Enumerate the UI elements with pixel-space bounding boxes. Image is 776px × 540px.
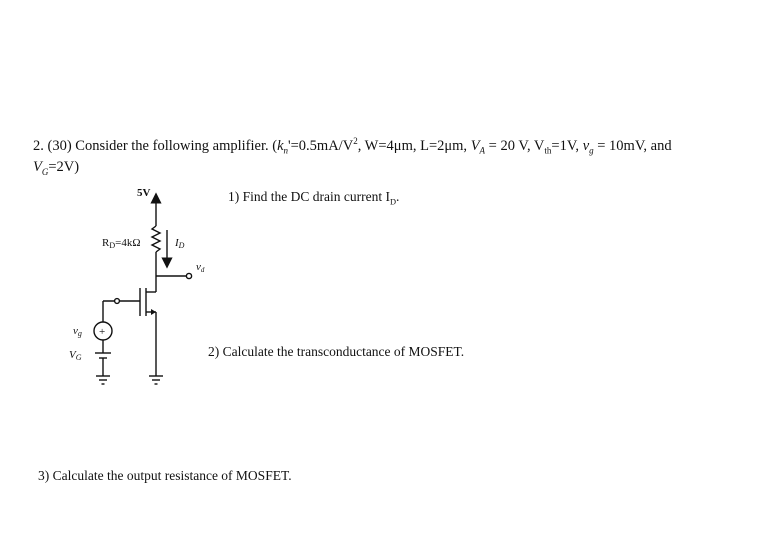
va-symbol: V (470, 137, 480, 154)
part-1-subscript: D (389, 197, 397, 207)
question-number: 2. (30) (33, 137, 72, 154)
VG-value: =2V) (48, 159, 80, 175)
part-2-text: 2) Calculate the transconductance of MOSFET. (208, 344, 465, 359)
part-1-end: . (396, 189, 400, 204)
vd-label: vd (196, 261, 205, 274)
vg-subscript: g (589, 145, 594, 156)
part-3-text: 3) Calculate the output resistance of MOSFET. (38, 468, 292, 483)
kn-value: =0.5mA/V (290, 137, 354, 154)
VG-subscript: G (41, 166, 49, 177)
drain-resistor (152, 226, 160, 252)
rd-label: RD=4kΩ (102, 237, 141, 250)
va-subscript: A (479, 145, 486, 156)
supply-label: 5V (137, 187, 151, 199)
kn-symbol: k (277, 137, 284, 154)
kn-subscript: n (283, 145, 288, 156)
vth-value: =1V, (551, 137, 583, 154)
vg-value: = 10mV, and (593, 137, 672, 154)
output-terminal (186, 273, 191, 278)
part-1-label: 1) Find the DC drain current I (228, 189, 390, 204)
question-intro: Consider the following amplifier. ( (75, 137, 278, 154)
vg-symbol: v (582, 137, 590, 154)
kn-prime: ' (288, 137, 291, 154)
wl-values: , W=4μm, L=2μm, (357, 137, 471, 154)
vg-label: vg (73, 325, 82, 338)
VG-label: VG (69, 349, 82, 362)
VG-symbol: V (33, 159, 42, 175)
vth-subscript: th (544, 145, 552, 156)
source-plus-sign: + (99, 326, 106, 338)
va-value: = 20 V, V (485, 137, 545, 154)
id-label: ID (175, 237, 185, 250)
kn-exponent: 2 (353, 136, 358, 146)
gate-terminal (115, 299, 120, 304)
mosfet-source-arrow (151, 309, 156, 315)
